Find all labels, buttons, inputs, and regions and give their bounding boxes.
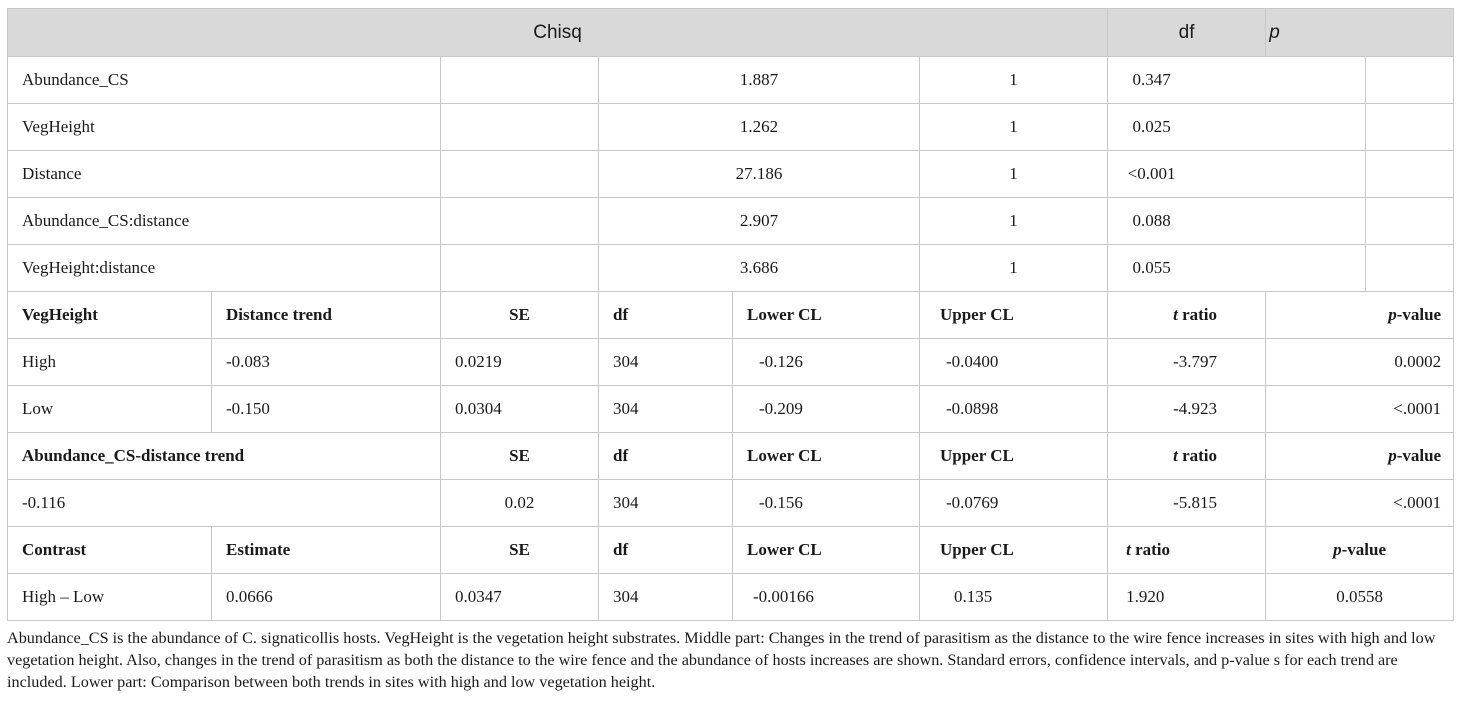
empty-cell [1366,245,1454,292]
table-row [8,57,1454,104]
contrast-header-row [8,527,1454,574]
abundance-header-row [8,433,1454,480]
upper-cl-cell: 0.135 [920,574,1108,621]
df-cell: 1 [920,104,1108,151]
col-upper-cl: Upper CL [920,527,1108,574]
p-cell: 0.088 [1108,198,1366,245]
col-p-value: p-value [1266,292,1454,339]
p-cell: 0.055 [1108,245,1366,292]
table-row [8,245,1454,292]
df-cell: 1 [920,151,1108,198]
trend-cell: -0.116 [8,480,441,527]
col-t-ratio: t ratio [1108,527,1266,574]
upper-cl-cell: -0.0400 [920,339,1108,386]
p-value-cell: <.0001 [1266,480,1454,527]
table-row [8,198,1454,245]
col-df: df [599,292,733,339]
lower-cl-cell: -0.156 [733,480,920,527]
t-ratio-cell: -5.815 [1108,480,1266,527]
table-row [8,480,1454,527]
p-cell: 0.347 [1108,57,1366,104]
table-row [8,386,1454,433]
contrast-cell: High – Low [8,574,212,621]
col-se: SE [441,527,599,574]
chisq-cell: 1.887 [599,57,920,104]
col-abundance-trend: Abundance_CS-distance trend [8,433,441,480]
df-cell: 304 [599,339,733,386]
trend-cell: -0.083 [212,339,441,386]
col-upper-cl: Upper CL [920,292,1108,339]
table-caption: Abundance_CS is the abundance of C. signaticollis hosts. VegHeight is the vegetation height substrates. Middle part: Changes in the trend of parasitism as the distance to the wire fence increases in sites with high and low vegetation height. Also, changes in the trend of parasitism as both the distance to the wire fence and the abundance of hosts increases are shown. Standard errors, confidence intervals, and p-value s for each trend are included. Lower part: Comparison between both trends in sites with high and low vegetation height. [7,629,1436,691]
empty-cell [1366,104,1454,151]
chisq-cell: 27.186 [599,151,920,198]
df-cell: 1 [920,57,1108,104]
chisq-cell: 2.907 [599,198,920,245]
col-lower-cl: Lower CL [733,527,920,574]
df-cell: 1 [920,245,1108,292]
p-value-cell: 0.0558 [1266,574,1454,621]
term-cell: Distance [8,151,441,198]
veg-cell: Low [8,386,212,433]
df-cell: 1 [920,198,1108,245]
empty-cell [1366,57,1454,104]
lower-cl-cell: -0.00166 [733,574,920,621]
chisq-cell: 1.262 [599,104,920,151]
table-row [8,151,1454,198]
t-ratio-cell: -4.923 [1108,386,1266,433]
empty-cell [441,198,599,245]
empty-cell [441,57,599,104]
header-chisq: Chisq [8,9,1108,57]
empty-cell [441,245,599,292]
header-p: p [1266,9,1454,57]
col-lower-cl: Lower CL [733,292,920,339]
trend-cell: -0.150 [212,386,441,433]
chisq-cell: 3.686 [599,245,920,292]
col-p-value: p-value [1266,527,1454,574]
col-se: SE [441,292,599,339]
upper-cl-cell: -0.0769 [920,480,1108,527]
anova-header-row [8,9,1454,57]
se-cell: 0.02 [441,480,599,527]
results-table [7,8,1454,621]
table-row [8,339,1454,386]
estimate-cell: 0.0666 [212,574,441,621]
t-ratio-cell: 1.920 [1108,574,1266,621]
lower-cl-cell: -0.126 [733,339,920,386]
col-t-ratio: t ratio [1108,433,1266,480]
term-cell: VegHeight:distance [8,245,441,292]
col-df: df [599,433,733,480]
df-cell: 304 [599,574,733,621]
col-p-value: p-value [1266,433,1454,480]
empty-cell [1366,198,1454,245]
lower-cl-cell: -0.209 [733,386,920,433]
p-value-cell: <.0001 [1266,386,1454,433]
t-ratio-cell: -3.797 [1108,339,1266,386]
col-t-ratio: t ratio [1108,292,1266,339]
p-cell: <0.001 [1108,151,1366,198]
p-cell: 0.025 [1108,104,1366,151]
col-estimate: Estimate [212,527,441,574]
col-lower-cl: Lower CL [733,433,920,480]
p-value-cell: 0.0002 [1266,339,1454,386]
col-distance-trend: Distance trend [212,292,441,339]
trend-header-row [8,292,1454,339]
upper-cl-cell: -0.0898 [920,386,1108,433]
se-cell: 0.0219 [441,339,599,386]
col-df: df [599,527,733,574]
term-cell: Abundance_CS [8,57,441,104]
term-cell: Abundance_CS:distance [8,198,441,245]
df-cell: 304 [599,386,733,433]
table-row [8,574,1454,621]
empty-cell [441,151,599,198]
table-figure [7,8,1453,693]
veg-cell: High [8,339,212,386]
empty-cell [441,104,599,151]
col-contrast: Contrast [8,527,212,574]
col-vegheight: VegHeight [8,292,212,339]
header-df: df [1108,9,1266,57]
empty-cell [1366,151,1454,198]
se-cell: 0.0304 [441,386,599,433]
df-cell: 304 [599,480,733,527]
col-se: SE [441,433,599,480]
term-cell: VegHeight [8,104,441,151]
table-row [8,104,1454,151]
se-cell: 0.0347 [441,574,599,621]
col-upper-cl: Upper CL [920,433,1108,480]
